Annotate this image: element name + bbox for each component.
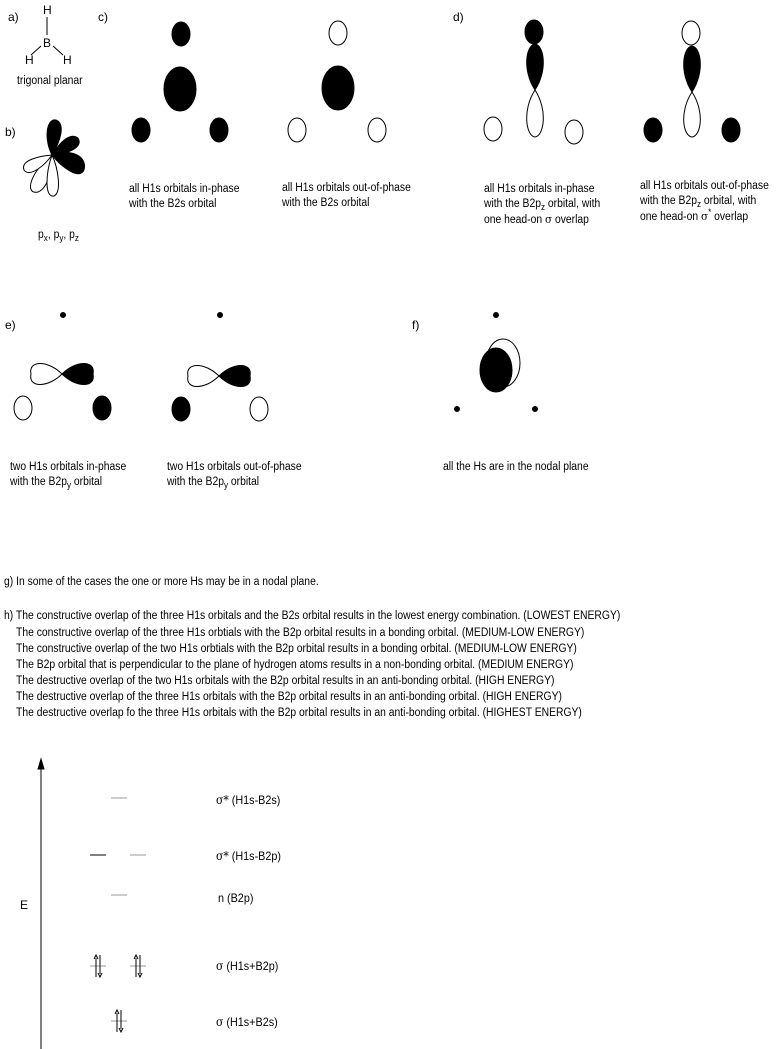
b-atom: B (43, 36, 52, 50)
level-label-sigma-h1s-b2s: σ (H1s+B2s) (216, 1015, 278, 1029)
panel-d-caption-1: all H1s orbitals in-phase with the $B2p_z$ orbital, with one head-on σ overlap (484, 183, 601, 226)
energy-levels (90, 798, 146, 1032)
level-label-sigma-star-h1s-b2p: σ* (H1s-B2p) (216, 849, 281, 863)
panel-a-letter: a) (8, 10, 19, 24)
note-h-line-4: The B2p orbital that is perpendicular to the plane of hydrogen atoms results in a non-bonding orbital. (MEDIUM ENERGY) (16, 659, 574, 671)
panel-a-caption: trigonal planar (17, 75, 83, 87)
note-h-line-5: The destructive overlap of the two H1s orbitals with the B2p orbital results in an anti-bonding orbital. (HIGH ENERGY) (16, 675, 555, 687)
note-h-line-1: h) The constructive overlap of the three H1s orbitals and the B2s orbital results in the lowest energy combination. (LOWEST ENERGY) (4, 610, 621, 622)
panel-f-letter: f) (412, 318, 420, 332)
panel-b-letter: b) (5, 125, 16, 139)
p-orbitals-drawing (23, 120, 84, 196)
panel-d-letter: d) (453, 10, 464, 24)
panel-e-caption-2: two H1s orbitals out-of-phase with the $B2p_y$ orbital (167, 461, 302, 490)
note-g: g) In some of the cases the one or more Hs may be in a nodal plane. (4, 576, 319, 588)
h-atom-right: H (63, 53, 72, 67)
e-out-of-phase-drawing (172, 313, 268, 422)
f-nodal-plane-drawing (455, 313, 538, 412)
c-out-of-phase-drawing (288, 21, 386, 142)
level-label-n-b2p: n (B2p) (218, 891, 254, 905)
energy-axis-label: E (20, 898, 29, 912)
h-atom-top: H (43, 3, 52, 17)
note-h-line-3: The constructive overlap of the two H1s orbtials with the B2p orbital results in a bonding orbital. (MEDIUM-LOW ENERGY) (16, 643, 577, 655)
panel-b-caption: $p_x$, $p_y$, $p_z$ (38, 229, 79, 243)
level-label-sigma-h1s-b2p: σ (H1s+B2p) (216, 959, 279, 973)
c-in-phase-drawing (132, 22, 228, 142)
d-out-of-phase-drawing (644, 21, 740, 142)
panel-c-caption-2: all H1s orbitals out-of-phase with the B2s orbital (282, 182, 411, 209)
level-label-sigma-star-h1s-b2s: σ* (H1s-B2s) (216, 793, 281, 807)
h-atom-left: H (25, 53, 34, 67)
note-h-line-7: The destructive overlap fo the three H1s orbitals with the B2p orbital results in an anti-bonding orbital. (HIGHEST ENERGY) (16, 707, 582, 719)
panel-c-caption-1: all H1s orbitals in-phase with the B2s orbital (129, 183, 240, 210)
panel-c-letter: c) (98, 10, 108, 24)
e-in-phase-drawing (14, 313, 111, 421)
panel-f-caption: all the Hs are in the nodal plane (443, 461, 589, 473)
d-in-phase-drawing (484, 20, 583, 144)
panel-e-letter: e) (5, 318, 16, 332)
panel-e-caption-1: two H1s orbitals in-phase with the $B2p_y$ orbital (10, 461, 127, 490)
panel-d-caption-2: all H1s orbitals out-of-phase with the $B2p_z$ orbital, with one head-on σ* overlap (640, 180, 769, 223)
energy-axis (38, 759, 44, 1049)
note-h-line-2: The constructive overlap of the three H1s orbtials with the B2p orbital results in a bonding orbital. (MEDIUM-LOW ENERGY) (16, 627, 585, 639)
note-h-line-6: The destructive overlap of the three H1s orbitals with the B2p orbital results in an anti-bonding orbital. (HIGH ENERGY) (16, 691, 562, 703)
